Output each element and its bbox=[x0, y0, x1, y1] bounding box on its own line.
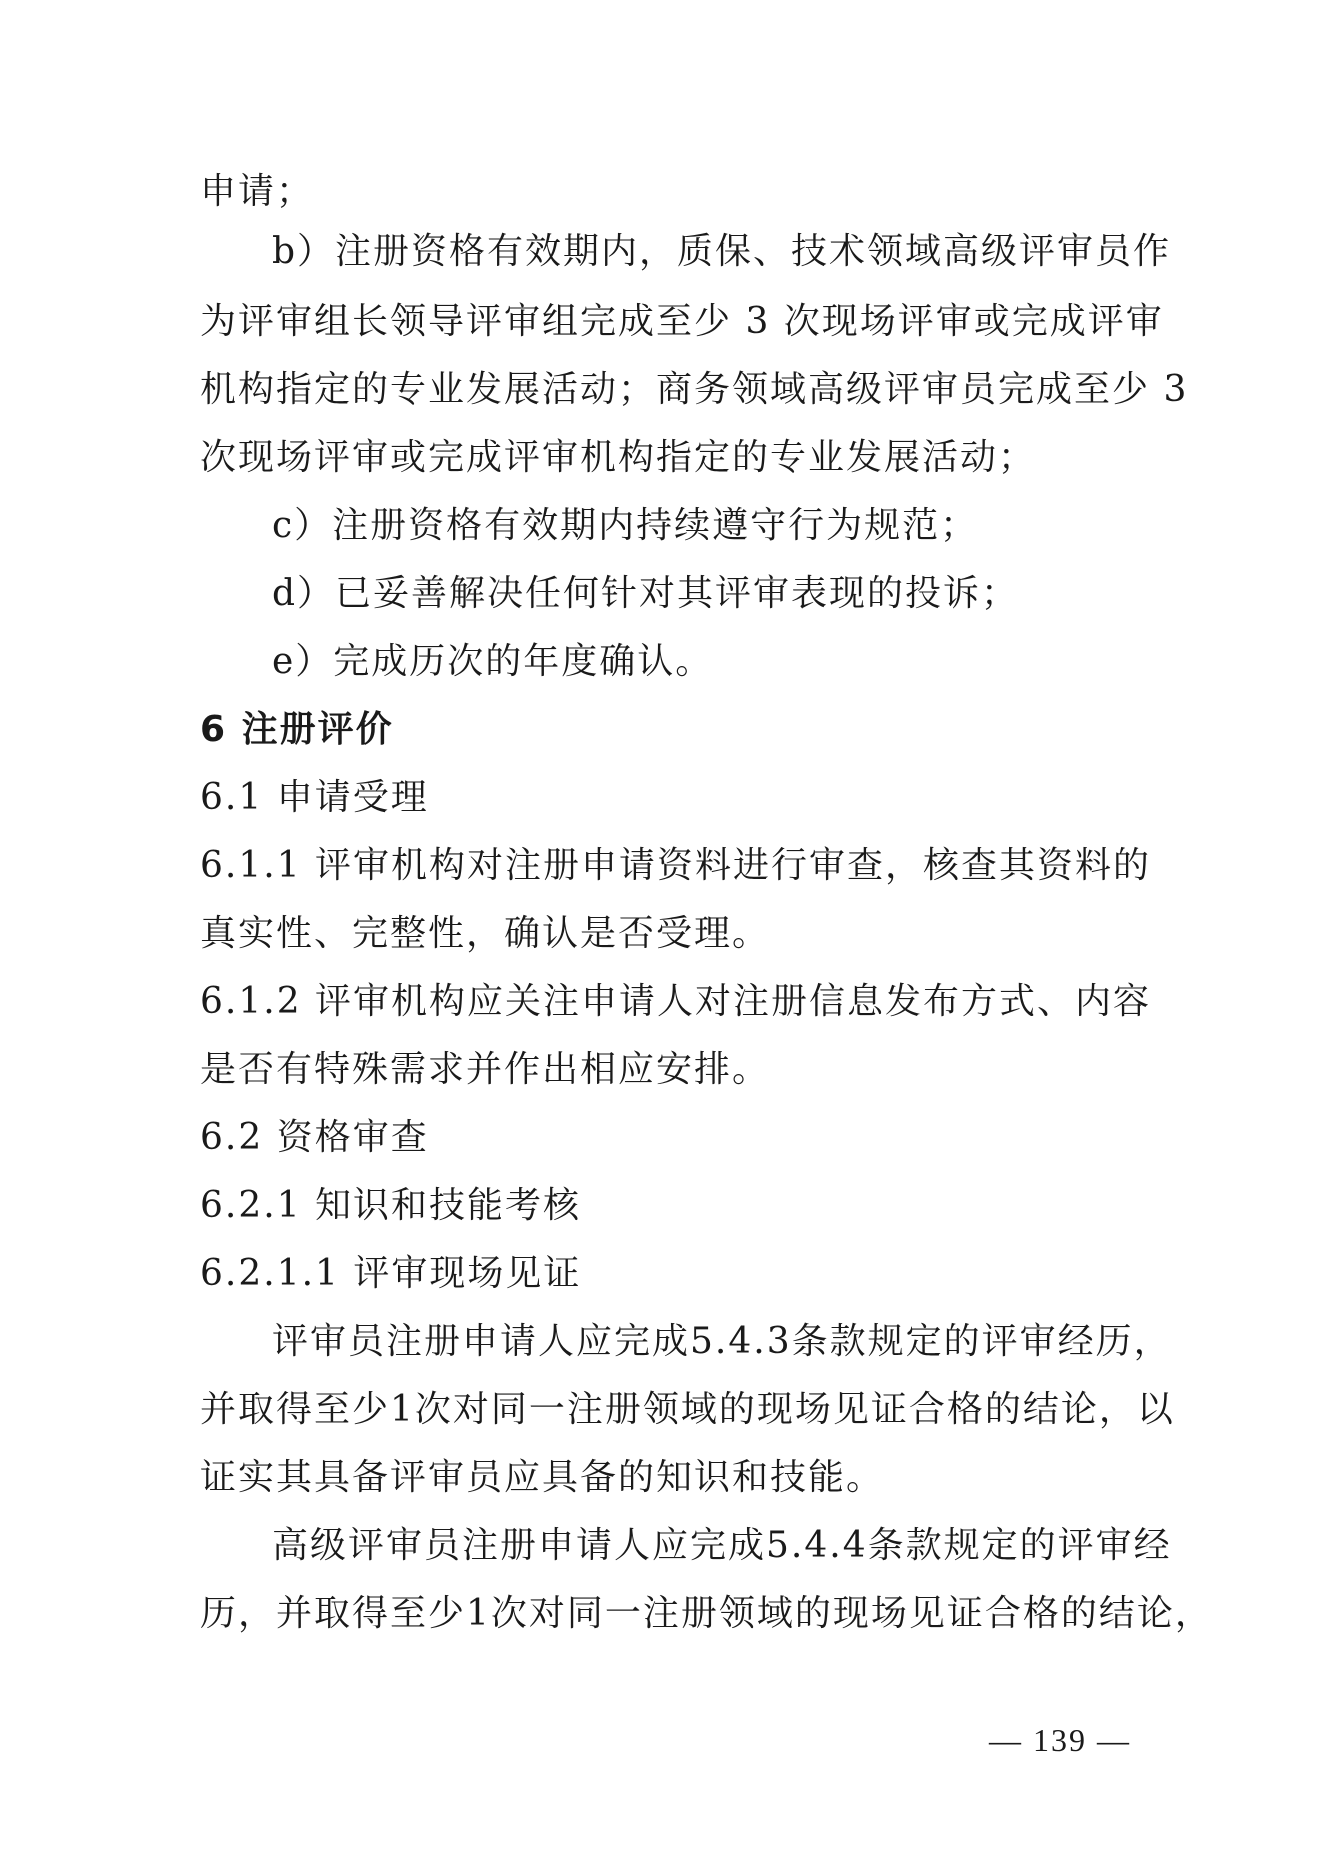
subsection-heading: 6.1 申请受理 bbox=[200, 777, 429, 818]
text-line: 为评审组长领导评审组完成至少 3 次现场评审或完成评审 bbox=[200, 301, 1164, 342]
text-line: 机构指定的专业发展活动；商务领域高级评审员完成至少 3 bbox=[200, 369, 1189, 410]
list-item-d: d）已妥善解决任何针对其评审表现的投诉； bbox=[272, 573, 1020, 614]
list-item-b: b）注册资格有效期内，质保、技术领域高级评审员作 bbox=[272, 231, 1172, 272]
text-line: 申请； bbox=[200, 171, 315, 212]
subsection-heading: 6.2.1 知识和技能考核 bbox=[200, 1185, 582, 1226]
list-item-e: e）完成历次的年度确认。 bbox=[272, 641, 714, 682]
page-number: — 139 — bbox=[989, 1722, 1131, 1758]
paragraph-text: 高级评审员注册申请人应完成5.4.4条款规定的评审经 bbox=[272, 1525, 1172, 1566]
subsection-heading: 6.2 资格审查 bbox=[200, 1117, 429, 1158]
paragraph-text: 历，并取得至少1次对同一注册领域的现场见证合格的结论， bbox=[200, 1593, 1213, 1634]
text-line: 是否有特殊需求并作出相应安排。 bbox=[200, 1049, 771, 1090]
paragraph-text: 并取得至少1次对同一注册领域的现场见证合格的结论，以 bbox=[200, 1389, 1175, 1430]
section-heading: 6 注册评价 bbox=[200, 709, 394, 750]
clause-text: 6.1.2 评审机构应关注申请人对注册信息发布方式、内容 bbox=[200, 981, 1152, 1022]
text-line: 真实性、完整性，确认是否受理。 bbox=[200, 913, 771, 954]
subsection-heading: 6.2.1.1 评审现场见证 bbox=[200, 1253, 582, 1294]
clause-text: 6.1.1 评审机构对注册申请资料进行审查，核查其资料的 bbox=[200, 845, 1152, 886]
paragraph-text: 证实其具备评审员应具备的知识和技能。 bbox=[200, 1457, 885, 1498]
text-line: 次现场评审或完成评审机构指定的专业发展活动； bbox=[200, 437, 1037, 478]
paragraph-text: 评审员注册申请人应完成5.4.3条款规定的评审经历， bbox=[272, 1321, 1172, 1362]
list-item-c: c）注册资格有效期内持续遵守行为规范； bbox=[272, 505, 979, 546]
